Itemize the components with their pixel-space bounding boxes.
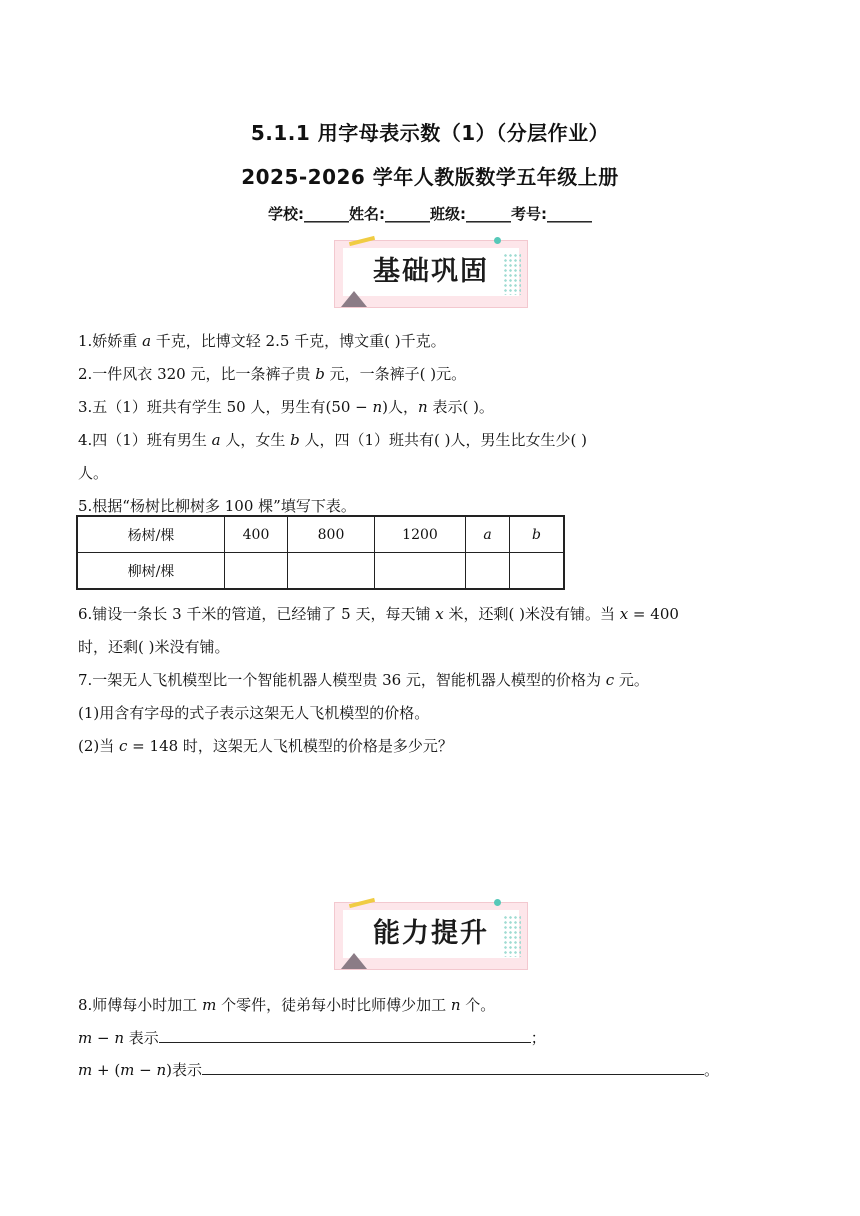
question-7-part-2: (2)当 𝑐 = 148 时，这架无人飞机模型的价格是多少元？ bbox=[78, 737, 453, 755]
table-row bbox=[77, 516, 564, 553]
table-answer-cell[interactable] bbox=[225, 553, 288, 590]
table-cell: 𝑎 bbox=[466, 516, 510, 553]
table-answer-cell[interactable] bbox=[510, 553, 565, 590]
table-answer-cell[interactable] bbox=[466, 553, 510, 590]
table-cell: 𝑏 bbox=[510, 516, 565, 553]
question-2: 2.一件风衣 320 元，比一条裤子贵 𝑏 元，一条裤子( )元。 bbox=[78, 365, 467, 383]
badge-dots-decoration bbox=[503, 915, 521, 957]
section-badge-advanced bbox=[334, 902, 528, 970]
section-title-basic: 基础巩固 bbox=[373, 256, 489, 287]
table-cell: 杨树/棵 bbox=[77, 516, 225, 553]
badge-dot-decoration bbox=[494, 899, 501, 906]
badge-stripe-decoration bbox=[349, 236, 375, 246]
section-badge-basic bbox=[334, 240, 528, 308]
badge-dots-decoration bbox=[503, 253, 521, 295]
table-cell: 400 bbox=[225, 516, 288, 553]
question-4-line-2: 人。 bbox=[78, 464, 109, 482]
question-8-part-1-end: ； bbox=[530, 1029, 546, 1047]
badge-triangle-decoration bbox=[341, 291, 367, 307]
question-8-part-1-label: 𝑚 − 𝑛 表示 bbox=[78, 1029, 159, 1047]
badge-dot-decoration bbox=[494, 237, 501, 244]
table-answer-cell[interactable] bbox=[288, 553, 375, 590]
question-7-part-1: (1)用含有字母的式子表示这架无人飞机模型的价格。 bbox=[78, 704, 430, 722]
question-8-part-2-label: 𝑚 + (𝑚 − 𝑛)表示 bbox=[78, 1061, 203, 1079]
question-8-part-2 bbox=[78, 1059, 719, 1080]
table-row bbox=[77, 553, 564, 590]
table-cell: 1200 bbox=[375, 516, 466, 553]
badge-triangle-decoration bbox=[341, 953, 367, 969]
worksheet-title: 5.1.1 用字母表示数（1）（分层作业） bbox=[250, 121, 610, 145]
section-title-advanced: 能力提升 bbox=[373, 918, 489, 949]
question-7: 7.一架无人飞机模型比一个智能机器人模型贵 36 元，智能机器人模型的价格为 𝑐 元。 bbox=[78, 671, 649, 689]
question-8: 8.师傅每小时加工 𝑚 个零件，徒弟每小时比师傅少加工 𝑛 个。 bbox=[78, 996, 496, 1014]
badge-stripe-decoration bbox=[349, 898, 375, 908]
question-4-line-1: 4.四（1）班有男生 𝑎 人，女生 𝑏 人，四（1）班共有( )人，男生比女生少( ) bbox=[78, 431, 587, 449]
question-8-part-2-end: 。 bbox=[704, 1061, 720, 1079]
student-info-line: 学校:______姓名:______班级:______考号:______ bbox=[268, 205, 592, 223]
question-1: 1.娇娇重 𝑎 千克，比博文轻 2.5 千克，博文重( )千克。 bbox=[78, 332, 446, 350]
table-cell: 800 bbox=[288, 516, 375, 553]
question-5: 5.根据“杨树比柳树多 100 棵”填写下表。 bbox=[78, 497, 356, 515]
question-6-line-2: 时，还剩( )米没有铺。 bbox=[78, 638, 230, 656]
fill-table bbox=[76, 515, 565, 590]
answer-line[interactable] bbox=[159, 1027, 531, 1043]
question-8-part-1 bbox=[78, 1027, 546, 1048]
table-cell: 柳树/棵 bbox=[77, 553, 225, 590]
worksheet-subtitle: 2025-2026 学年人教版数学五年级上册 bbox=[241, 165, 619, 189]
answer-line[interactable] bbox=[202, 1059, 704, 1075]
question-3: 3.五（1）班共有学生 50 人，男生有(50 − 𝑛)人，𝑛 表示( )。 bbox=[78, 398, 494, 416]
question-6-line-1: 6.铺设一条长 3 千米的管道，已经铺了 5 天，每天铺 𝑥 米，还剩( )米没有铺。当 𝑥 = 400 bbox=[78, 605, 679, 623]
table-answer-cell[interactable] bbox=[375, 553, 466, 590]
